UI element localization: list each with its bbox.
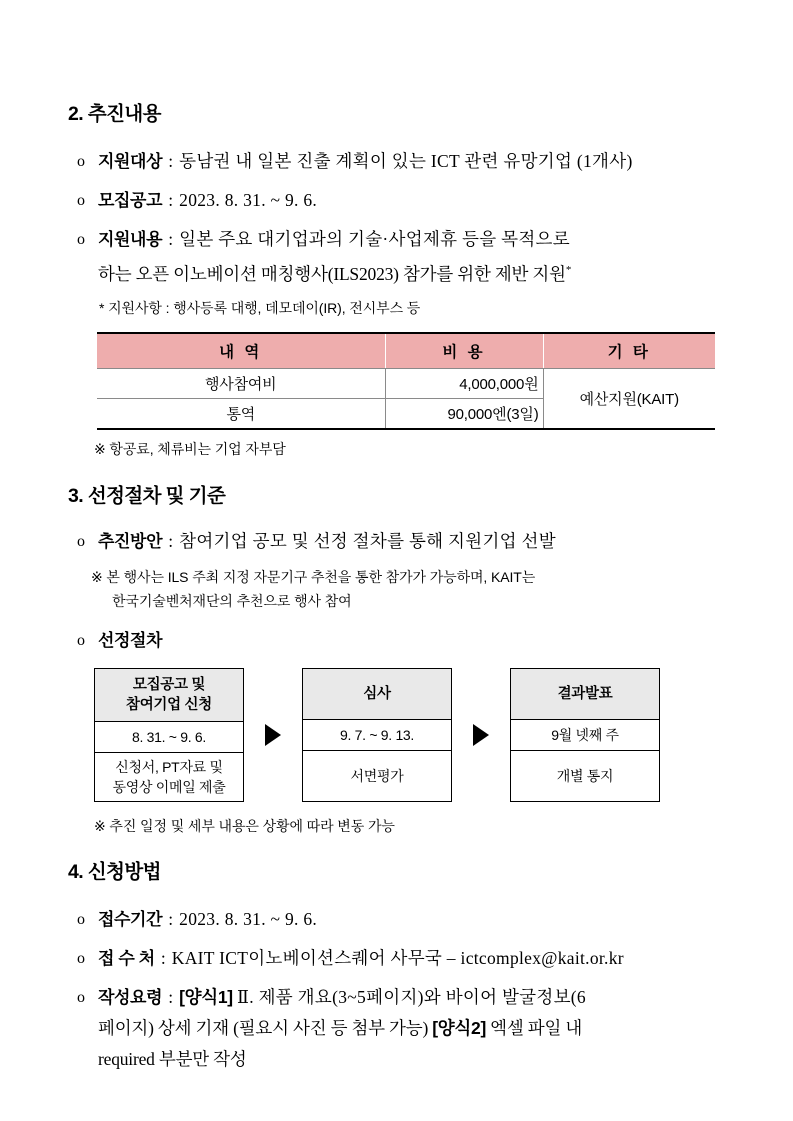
flow-step-3-period: 9월 넷째 주 xyxy=(511,720,659,751)
flowchart-note: ※ 추진 일정 및 세부 내용은 상황에 따라 변동 가능 xyxy=(94,817,395,834)
flow-step-2 xyxy=(302,668,452,802)
bullet-marker: o xyxy=(77,153,85,171)
cell-etc-merged: 예산지원(KAIT) xyxy=(543,369,715,430)
item-value: KAIT ICT이노베이션스퀘어 사무국 – ictcomplex@kait.or.kr xyxy=(171,948,624,968)
flow-step-2-period: 9. 7. ~ 9. 13. xyxy=(303,720,451,751)
triangle-right-icon xyxy=(265,724,281,746)
selection-flowchart xyxy=(94,668,728,802)
item-separator: : xyxy=(168,151,173,172)
flow-step-2-detail: 서면평가 xyxy=(350,767,404,784)
column-header-item: 내 역 xyxy=(97,333,385,369)
support-footnote: * 지원사항 : 행사등록 대행, 데모데이(IR), 전시부스 등 xyxy=(99,300,421,317)
cost-table-wrapper xyxy=(68,332,728,430)
flow-step-2-title: 심사 xyxy=(303,669,451,720)
item-writing-guide xyxy=(68,982,728,1075)
item-separator: : xyxy=(168,229,173,250)
item-value: 2023. 8. 31. ~ 9. 6. xyxy=(179,909,318,929)
cell-cost: 90,000엔(3일) xyxy=(385,399,543,430)
flow-step-1 xyxy=(94,668,244,802)
flow-step-1-title-line-2: 참여기업 신청 xyxy=(126,696,212,713)
flow-step-1-title xyxy=(95,669,243,722)
item-value: 동남권 내 일본 진출 계획이 있는 ICT 관련 유망기업 (1개사) xyxy=(179,151,633,172)
cell-item: 행사참여비 xyxy=(97,369,385,399)
flow-step-1-detail-line-1: 신청서, PT자료 및 xyxy=(115,758,223,775)
form-1-tag: [양식1] xyxy=(179,987,233,1007)
table-row xyxy=(97,369,715,399)
item-label: 선정절차 xyxy=(98,630,163,650)
item-value-line-2-text: 하는 오픈 이노베이션 매칭행사(ILS2023) 참가를 위한 제반 지원 xyxy=(98,264,566,285)
table-header-row xyxy=(97,333,715,369)
cell-cost: 4,000,000원 xyxy=(385,369,543,399)
item-separator: : xyxy=(168,190,173,211)
selection-note-line-1: ※ 본 행사는 ILS 주최 지정 자문기구 추천을 통한 참가가 가능하며, KAIT는 xyxy=(91,568,536,585)
writing-guide-line-2 xyxy=(98,1013,728,1044)
item-promotion-plan xyxy=(68,526,728,557)
bullet-marker: o xyxy=(77,631,85,649)
item-value-line-2 xyxy=(98,255,728,290)
flow-step-1-period: 8. 31. ~ 9. 6. xyxy=(95,722,243,753)
item-label: 추진방안 xyxy=(98,531,163,551)
flow-step-3 xyxy=(510,668,660,802)
item-label: 접수기간 xyxy=(98,910,163,929)
bullet-marker: o xyxy=(77,192,85,210)
item-separator: : xyxy=(168,909,173,929)
writing-guide-segment-2: 페이지) 상세 기재 (필요시 사진 등 첨부 가능) xyxy=(98,1018,429,1038)
writing-guide-segment-4: required 부분만 작성 xyxy=(98,1049,247,1069)
item-separator: : xyxy=(160,948,166,968)
form-2-tag: [양식2] xyxy=(432,1018,486,1038)
item-separator: : xyxy=(168,987,173,1007)
item-application-period xyxy=(68,904,728,935)
item-label: 작성요령 xyxy=(98,988,163,1007)
item-separator: : xyxy=(168,530,173,551)
item-value: 2023. 8. 31. ~ 9. 6. xyxy=(179,190,318,211)
item-support-content xyxy=(68,224,728,290)
bullet-marker: o xyxy=(77,231,85,249)
bullet-marker: o xyxy=(77,911,85,928)
item-value-line-1: 일본 주요 대기업과의 기술·사업제휴 등을 목적으로 xyxy=(179,229,570,250)
item-support-target xyxy=(68,146,728,177)
section-2-heading: 2. 추진내용 xyxy=(68,103,161,125)
cell-item: 통역 xyxy=(97,399,385,430)
flow-step-1-title-line-1: 모집공고 및 xyxy=(132,676,206,693)
cost-table xyxy=(97,332,715,430)
writing-guide-segment-1: Ⅱ. 제품 개요(3~5페이지)와 바이어 발굴정보(6 xyxy=(237,987,586,1007)
cost-table-note: ※ 항공료, 체류비는 기업 자부담 xyxy=(94,441,286,458)
triangle-right-icon xyxy=(473,724,489,746)
flow-step-1-detail xyxy=(95,753,243,801)
selection-note-line-2: 한국기술벤처재단의 추천으로 행사 참여 xyxy=(112,592,352,609)
item-label: 접 수 처 xyxy=(98,949,155,968)
item-label: 지원내용 xyxy=(98,230,163,250)
item-application-contact xyxy=(68,943,728,974)
flow-step-3-title: 결과발표 xyxy=(511,669,659,720)
flow-arrow-1 xyxy=(244,724,302,746)
section-4-heading: 4. 신청방법 xyxy=(68,860,161,883)
flow-arrow-2 xyxy=(452,724,510,746)
item-value: 참여기업 공모 및 선정 절차를 통해 지원기업 선발 xyxy=(179,530,556,551)
bullet-marker: o xyxy=(77,950,85,967)
item-announcement-period xyxy=(68,185,728,216)
column-header-etc: 기 타 xyxy=(543,333,715,369)
item-label: 지원대상 xyxy=(98,152,163,172)
section-3-heading: 3. 선정절차 및 기준 xyxy=(68,485,226,508)
flow-step-1-detail-line-2: 동영상 이메일 제출 xyxy=(112,778,226,795)
item-label: 모집공고 xyxy=(98,191,163,211)
footnote-marker-icon: * xyxy=(565,264,572,277)
bullet-marker: o xyxy=(77,532,85,550)
item-selection-process xyxy=(68,625,728,656)
bullet-marker: o xyxy=(77,989,85,1006)
flow-step-3-detail: 개별 통지 xyxy=(556,767,614,784)
document-content xyxy=(68,103,728,1083)
column-header-cost: 비 용 xyxy=(385,333,543,369)
writing-guide-segment-3: 엑셀 파일 내 xyxy=(490,1018,583,1038)
